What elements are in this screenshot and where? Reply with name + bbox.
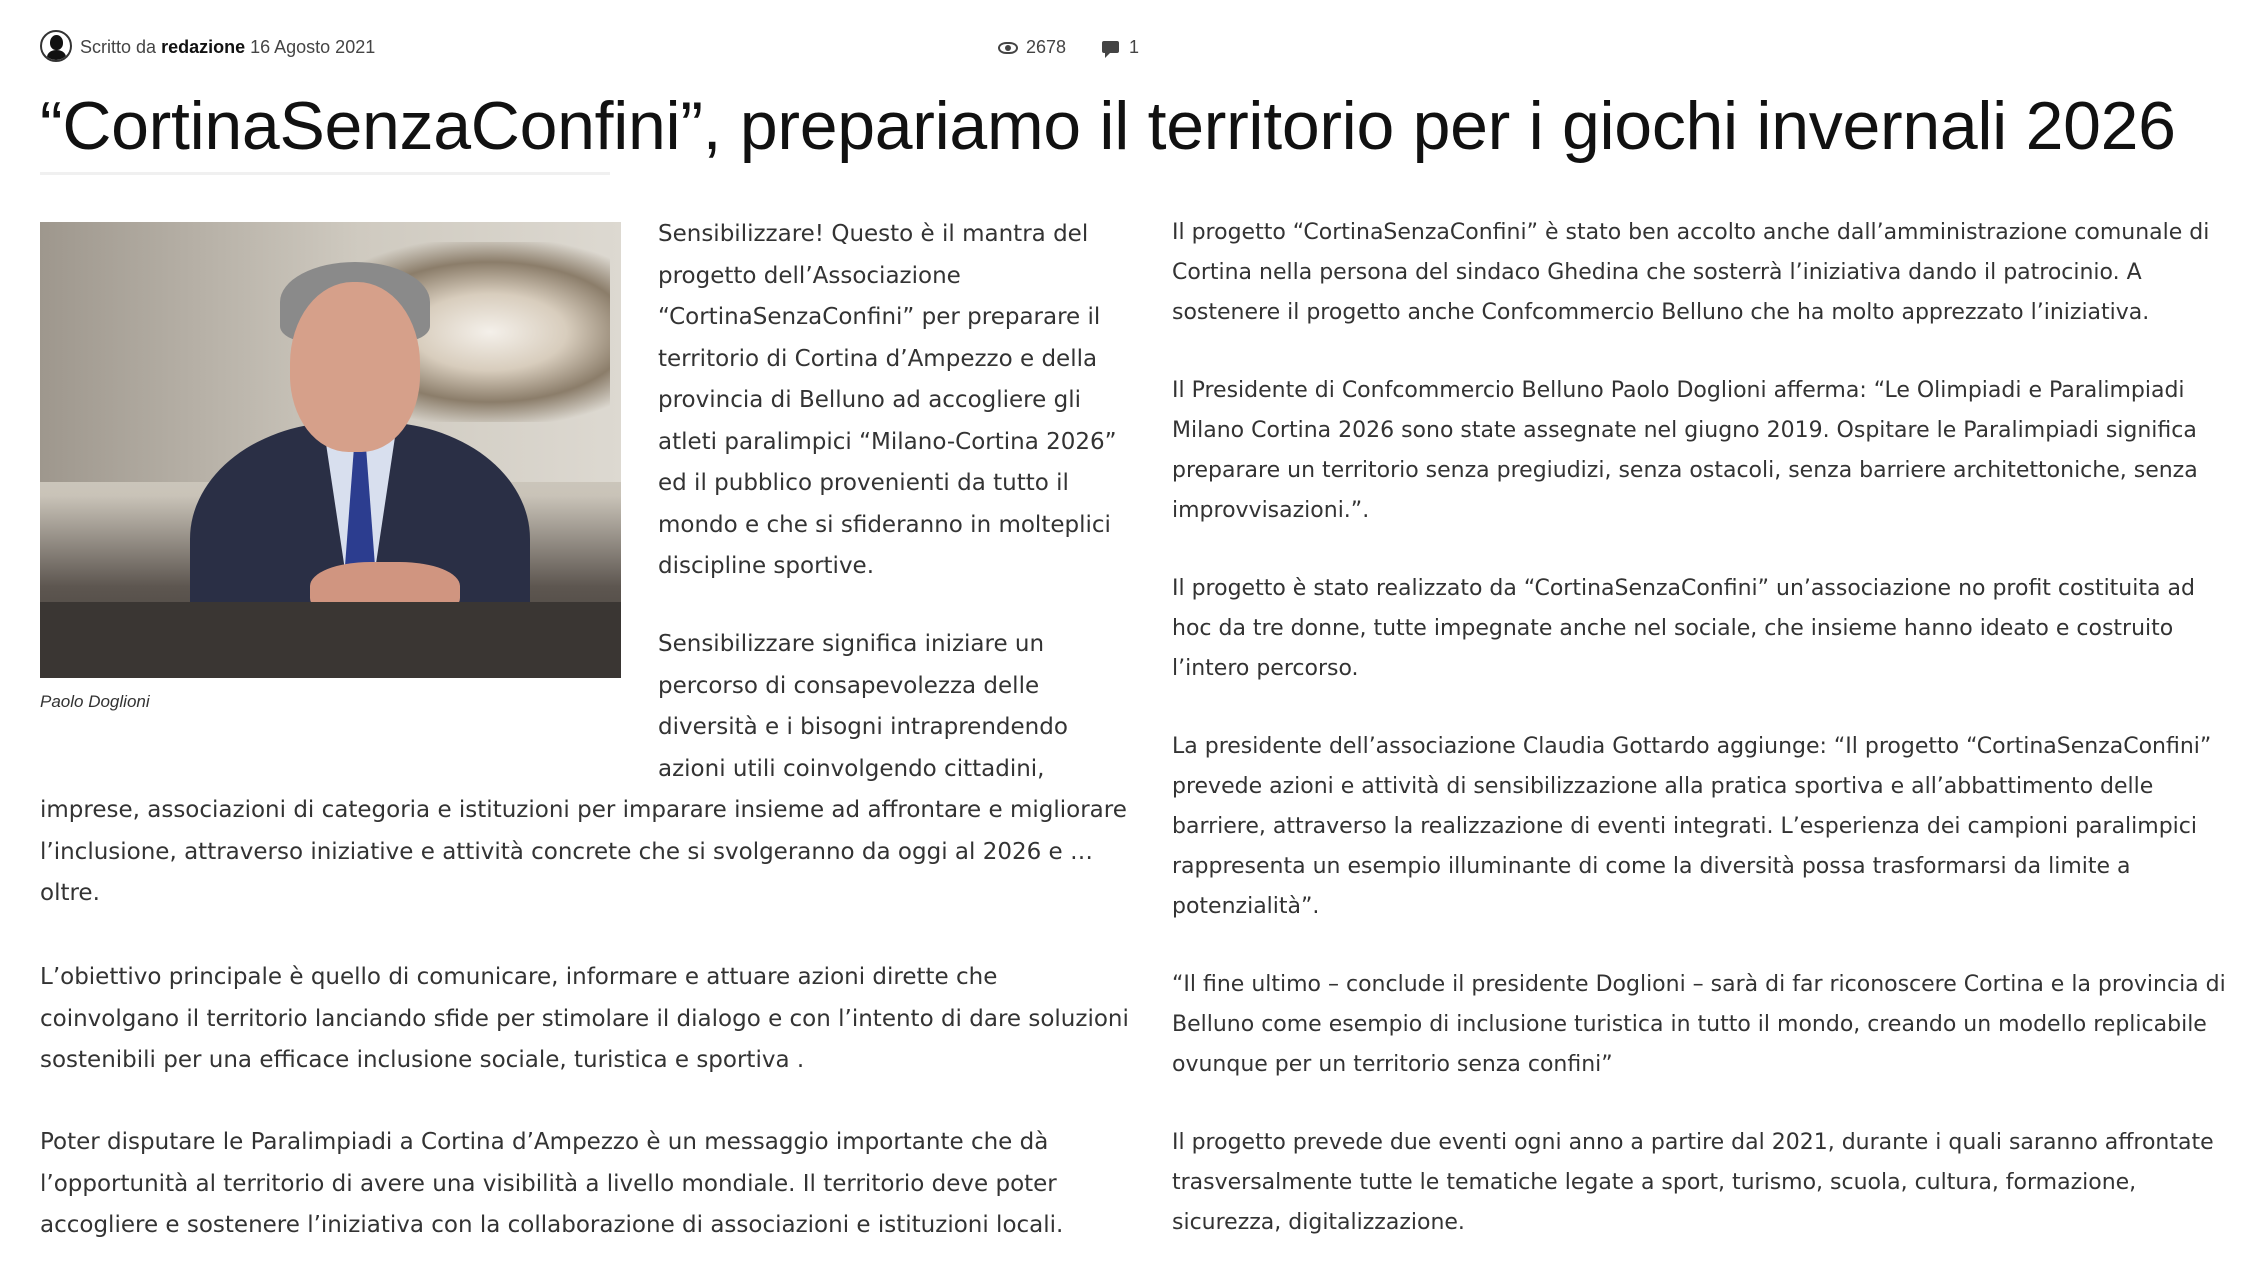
paragraph: Il progetto è stato realizzato da “CortinaSenzaConfini” un’associazione no profit costituita ad hoc da tre donne, tutte impegnate anche nel sociale, che insieme hanno ideato e costruito l’intero percorso. — [1172, 576, 2195, 681]
paragraph: Sensibilizzare! Questo è il mantra del progetto dell’Associazione “CortinaSenzaConfini” per preparare il territorio di Cortina d’Ampezzo e della provincia di Belluno ad accogliere gli atleti paralimpici “Milano-Cortina 2026” ed il pubblico provenienti da tutto il mondo e che si sfideranno in molteplici discipline sportive. — [658, 221, 1117, 579]
article-photo — [40, 222, 621, 678]
paragraph: La presidente dell’associazione Claudia Gottardo aggiunge: “Il progetto “CortinaSenzaConfini” prevede azioni e attività di sensibilizzazione alla pratica sportiva e all’abbattimento delle barriere, attraverso la realizzazione di eventi integrati. L’esperienza dei campioni paralimpici rappresenta un esempio illuminante di come la diversità possa trasformarsi da limite a potenzialità”. — [1172, 734, 2212, 919]
title-divider — [40, 172, 610, 175]
paragraph: Il progetto “CortinaSenzaConfini” è stato ben accolto anche dall’amministrazione comunale di Cortina nella persona del sindaco Ghedina che sosterrà l’iniziativa dando il patrocinio. A sostenere il progetto anche Confcommercio Belluno che ha molto apprezzato l’iniziativa. — [1172, 220, 2210, 325]
article-title: “CortinaSenzaConfini”, prepariamo il territorio per i giochi invernali 2026 — [40, 88, 2176, 164]
paragraph: “Il fine ultimo – conclude il presidente Doglioni – sarà di far riconoscere Cortina e la provincia di Belluno come esempio di inclusione turistica in tutto il mondo, creando un modello replicabile ovunque per un territorio senza confini” — [1172, 972, 2226, 1077]
comments-count[interactable] — [1102, 37, 1139, 58]
paragraph: Sensibilizzare significa iniziare un percorso di consapevolezza delle diversità e i bisogni intraprendendo azioni utili coinvolgendo cittadini, — [658, 631, 1068, 782]
paragraph: L’obiettivo principale è quello di comunicare, informare e attuare azioni dirette che coinvolgano il territorio lanciando sfide per stimolare il dialogo e con l’intento di dare soluzioni sostenibili per una efficace inclusione sociale, turistica e sportiva . — [40, 964, 1129, 1073]
views-value: 2678 — [1026, 37, 1067, 57]
publish-date: 16 Agosto 2021 — [250, 37, 376, 57]
photo-caption: Paolo Doglioni — [40, 692, 150, 711]
paragraph: imprese, associazioni di categoria e istituzioni per imparare insieme ad affrontare e migliorare l’inclusione, attraverso iniziative e attività concrete che si svolgeranno da oggi al 2026 e …oltre. — [40, 797, 1127, 906]
byline — [80, 37, 375, 58]
views-count — [998, 37, 1066, 58]
comment-icon[interactable] — [1102, 41, 1119, 53]
avatar-icon[interactable] — [40, 30, 72, 62]
paragraph: Il Presidente di Confcommercio Belluno Paolo Doglioni afferma: “Le Olimpiadi e Paralimpiadi Milano Cortina 2026 sono state assegnate nel giugno 2019. Ospitare le Paralimpiadi significa preparare un territorio senza pregiudizi, senza ostacoli, senza barriere architettoniche, senza improvvisazioni.”. — [1172, 378, 2198, 523]
byline-prefix: Scritto da — [80, 37, 157, 57]
comments-value[interactable]: 1 — [1129, 37, 1140, 57]
eye-icon — [998, 42, 1018, 54]
paragraph: Poter disputare le Paralimpiadi a Cortina d’Ampezzo è un messaggio importante che dà l’opportunità al territorio di avere una visibilità a livello mondiale. Il territorio deve poter accogliere e sostenere l’iniziativa con la collaborazione di associazioni e istituzioni locali. — [40, 1129, 1064, 1238]
article-meta — [40, 30, 1140, 70]
paragraph: Il progetto prevede due eventi ogni anno a partire dal 2021, durante i quali saranno affrontate trasversalmente tutte le tematiche legate a sport, turismo, scuola, cultura, formazione, sicurezza, digitalizzazione. — [1172, 1130, 2214, 1235]
author-link[interactable]: redazione — [161, 37, 246, 57]
